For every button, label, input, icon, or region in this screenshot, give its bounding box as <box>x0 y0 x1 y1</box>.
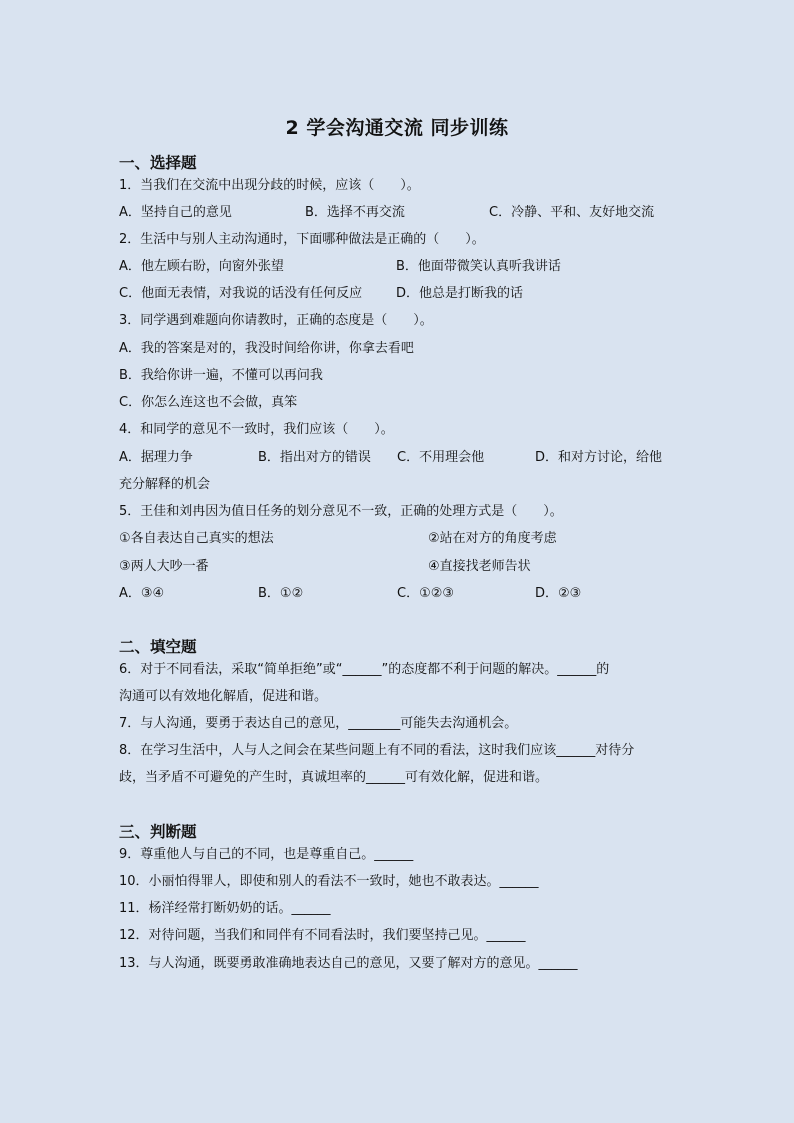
section-heading-fill: 二、填空题 <box>119 637 197 656</box>
question-6-line-2: 沟通可以有效地化解盾，促进和谐。 <box>119 689 328 704</box>
question-3-option-b: B．我给你讲一遍，不懂可以再问我 <box>119 368 323 383</box>
question-4-option-c: C．不用理会他 <box>397 450 485 465</box>
question-5-option-b: B．①② <box>258 586 304 601</box>
section-heading-judge: 三、判断题 <box>119 822 197 841</box>
question-4-option-d-continued: 充分解释的机会 <box>119 477 211 492</box>
question-2-option-a: A．他左顾右盼，向窗外张望 <box>119 259 284 274</box>
question-2-option-d: D．他总是打断我的话 <box>396 286 524 301</box>
question-4-option-b: B．指出对方的错误 <box>258 450 371 465</box>
question-5-statement-2: ②站在对方的角度考虑 <box>428 531 557 546</box>
question-13: 13．与人沟通，既要勇敢准确地表达自己的意见，又要了解对方的意见。______ <box>119 956 578 971</box>
question-6-line-1: 6．对于不同看法，采取“简单拒绝”或“______”的态度都不利于问题的解决。______的 <box>119 662 610 677</box>
question-8-line-2: 歧，当矛盾不可避免的产生时，真诚坦率的______可有效化解，促进和谐。 <box>119 770 549 785</box>
question-3-option-a: A．我的答案是对的，我没时间给你讲，你拿去看吧 <box>119 341 414 356</box>
question-4-stem: 4．和同学的意见不一致时，我们应该（ ）。 <box>119 422 394 437</box>
question-5-option-a: A．③④ <box>119 586 165 601</box>
question-7: 7．与人沟通，要勇于表达自己的意见，________可能失去沟通机会。 <box>119 716 518 731</box>
question-1-option-c: C．冷静、平和、友好地交流 <box>489 205 655 220</box>
question-4-option-a: A．据理力争 <box>119 450 193 465</box>
question-9: 9．尊重他人与自己的不同，也是尊重自己。______ <box>119 847 414 862</box>
question-3-stem: 3．同学遇到难题向你请教时，正确的态度是（ ）。 <box>119 313 433 328</box>
question-4-option-d: D．和对方讨论，给他 <box>535 450 663 465</box>
question-11: 11．杨洋经常打断奶奶的话。______ <box>119 901 331 916</box>
question-5-stem: 5．王佳和刘冉因为值日任务的划分意见不一致，正确的处理方式是（ ）。 <box>119 504 563 519</box>
question-2-option-c: C．他面无表情，对我说的话没有任何反应 <box>119 286 363 301</box>
question-5-option-d: D．②③ <box>535 586 582 601</box>
question-3-option-c: C．你怎么连这也不会做，真笨 <box>119 395 298 410</box>
question-5-statement-3: ③两人大吵一番 <box>119 559 209 574</box>
question-2-option-b: B．他面带微笑认真听我讲话 <box>396 259 561 274</box>
question-5-option-c: C．①②③ <box>397 586 455 601</box>
question-5-statement-1: ①各自表达自己真实的想法 <box>119 531 274 546</box>
question-12: 12．对待问题，当我们和同伴有不同看法时，我们要坚持己见。______ <box>119 928 526 943</box>
question-8-line-1: 8．在学习生活中，人与人之间会在某些问题上有不同的看法，这时我们应该______对待分 <box>119 743 635 758</box>
question-1-option-b: B．选择不再交流 <box>305 205 405 220</box>
question-1-option-a: A．坚持自己的意见 <box>119 205 232 220</box>
section-heading-choice: 一、选择题 <box>119 153 197 172</box>
question-1-stem: 1．当我们在交流中出现分歧的时候，应该（ ）。 <box>119 178 420 193</box>
question-5-statement-4: ④直接找老师告状 <box>428 559 531 574</box>
question-10: 10．小丽怕得罪人，即使和别人的看法不一致时，她也不敢表达。______ <box>119 874 539 889</box>
question-2-stem: 2．生活中与别人主动沟通时，下面哪种做法是正确的（ ）。 <box>119 232 485 247</box>
page-title: 2 学会沟通交流 同步训练 <box>285 117 509 139</box>
